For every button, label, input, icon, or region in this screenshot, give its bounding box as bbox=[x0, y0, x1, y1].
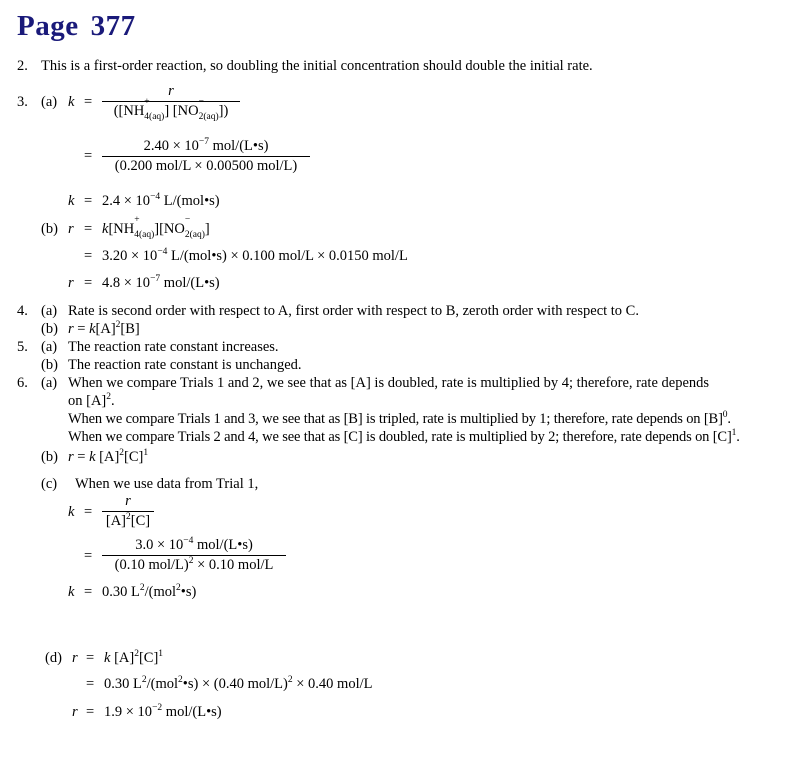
q6a-label: (a) bbox=[41, 375, 58, 391]
fraction-bar bbox=[102, 101, 240, 102]
q3-number: 3. bbox=[17, 94, 28, 110]
q6a-line-3: When we compare Trials 1 and 3, we see that as [B] is tripled, rate is multiplied by 1; therefore, rate depends on $[B]^0$. bbox=[68, 410, 731, 427]
q6d-result: $1.9 \times 10^{-2}$ mol/(L•s) bbox=[104, 703, 222, 720]
q3b-rate-law: k[NH + $_{4(aq)}$][NO − $_{2(aq)}$] bbox=[102, 215, 210, 240]
q2-number: 2. bbox=[17, 58, 28, 74]
q5-number: 5. bbox=[17, 339, 28, 355]
fraction-bar bbox=[102, 555, 286, 556]
q3b-label: (b) bbox=[41, 221, 58, 237]
q4-number: 4. bbox=[17, 303, 28, 319]
q3b-r-symbol: r bbox=[68, 221, 74, 237]
q3a-equals-3: = bbox=[84, 193, 93, 209]
q3b-equals: = bbox=[84, 221, 93, 237]
q6d-substitution: 0.30 $L^2/(mol^2•s) \times (0.40$ mol/L)$^2$ × 0.40 mol/L bbox=[104, 675, 373, 692]
q6d-equals: = bbox=[86, 650, 95, 666]
q5a-label: (a) bbox=[41, 339, 58, 355]
q3a-equals-2: = bbox=[84, 148, 93, 164]
q4b-label: (b) bbox=[41, 321, 58, 337]
q3a-frac2-denominator: (0.200 mol/L × 0.00500 mol/L) bbox=[114, 157, 298, 174]
q6-number: 6. bbox=[17, 375, 28, 391]
q6d-r-result-symbol: r bbox=[72, 704, 78, 720]
q3a-k-symbol: k bbox=[68, 94, 75, 110]
q6d-equals-3: = bbox=[86, 704, 95, 720]
q3a-frac2-numerator: $2.40 \times 10^{-7}$ mol/(L•s) bbox=[143, 137, 269, 154]
q5b-text: The reaction rate constant is unchanged. bbox=[68, 357, 302, 373]
q4a-label: (a) bbox=[41, 303, 58, 319]
q3a-fraction-2 bbox=[102, 139, 310, 173]
q6d-r-symbol: r bbox=[72, 650, 78, 666]
q6c-frac2-numerator: $3.0 \times 10^{-4}$ mol/(L•s) bbox=[135, 536, 253, 553]
q3a-equals: = bbox=[84, 94, 93, 110]
q3b-equals-2: = bbox=[84, 248, 93, 264]
q6c-equals-3: = bbox=[84, 584, 93, 600]
q2-text: This is a first-order reaction, so doubling the initial concentration should double the initial rate. bbox=[41, 58, 593, 74]
q6a-line-4: When we compare Trials 2 and 4, we see that as [C] is doubled, rate is multiplied by 2; therefore, rate depends on $[C]^1$. bbox=[68, 428, 740, 445]
q3a-frac1-numerator: r bbox=[168, 83, 174, 99]
q6c-frac1-denominator: $[A]^2[C]$ bbox=[105, 511, 151, 529]
q3a-k-result: $2.4 \times 10^{-4}$ L/(mol•s) bbox=[102, 192, 220, 209]
q6b-rate-law: r = k $[A]^2[C]^1$ bbox=[68, 448, 149, 465]
q6c-frac2-denominator: (0.10 mol/L)$^2$ × 0.10 mol/L bbox=[114, 555, 274, 573]
q3b-r-result-symbol: r bbox=[68, 275, 74, 291]
q6c-result: 0.30 $L^2/(mol^2•s)$ bbox=[102, 583, 197, 600]
page-number: 377 bbox=[90, 10, 136, 42]
q6c-label: (c) bbox=[41, 476, 58, 492]
q6c-fraction-1 bbox=[102, 494, 154, 528]
q4a-text: Rate is second order with respect to A, first order with respect to B, zeroth order with respect to C. bbox=[68, 303, 639, 319]
q6c-text: When we use data from Trial 1, bbox=[75, 476, 259, 492]
q6c-k-symbol: k bbox=[68, 504, 75, 520]
q3a-frac1-denominator: ([NH + $_{4(aq)}$] [NO − $_{2(aq)}$]) bbox=[113, 96, 229, 122]
q3b-result: $4.8 \times 10^{-7}$ mol/(L•s) bbox=[102, 274, 220, 291]
q6c-equals-2: = bbox=[84, 548, 93, 564]
q6d-equals-2: = bbox=[86, 676, 95, 692]
q6a-line-2: on $[A]^2$. bbox=[68, 392, 115, 409]
q3a-label: (a) bbox=[41, 94, 58, 110]
q3a-fraction-1 bbox=[102, 83, 240, 122]
q3a-k-result-symbol: k bbox=[68, 193, 75, 209]
page-title bbox=[17, 12, 136, 41]
q4b-rate-law: $r = k[A]^2[B]$ bbox=[68, 320, 140, 337]
q6d-label: (d) bbox=[45, 650, 62, 666]
q3b-equals-3: = bbox=[84, 275, 93, 291]
q6c-fraction-2 bbox=[102, 538, 286, 572]
q3b-substitution: $3.20 \times 10^{-4}$ L/(mol•s) × 0.100 mol/L × 0.0150 mol/L bbox=[102, 247, 408, 264]
q6b-label: (b) bbox=[41, 449, 58, 465]
q6c-frac1-numerator: r bbox=[125, 493, 131, 509]
q5b-label: (b) bbox=[41, 357, 58, 373]
q6d-rate-law: k $[A]^2[C]^1$ bbox=[104, 649, 164, 666]
q6a-line-1: When we compare Trials 1 and 2, we see that as [A] is doubled, rate is multiplied by 4; therefore, rate depends bbox=[68, 375, 710, 391]
page-title-word: Page bbox=[17, 10, 79, 42]
q5a-text: The reaction rate constant increases. bbox=[68, 339, 279, 355]
fraction-bar bbox=[102, 156, 310, 157]
q6c-k-result-symbol: k bbox=[68, 584, 75, 600]
q6c-equals: = bbox=[84, 504, 93, 520]
